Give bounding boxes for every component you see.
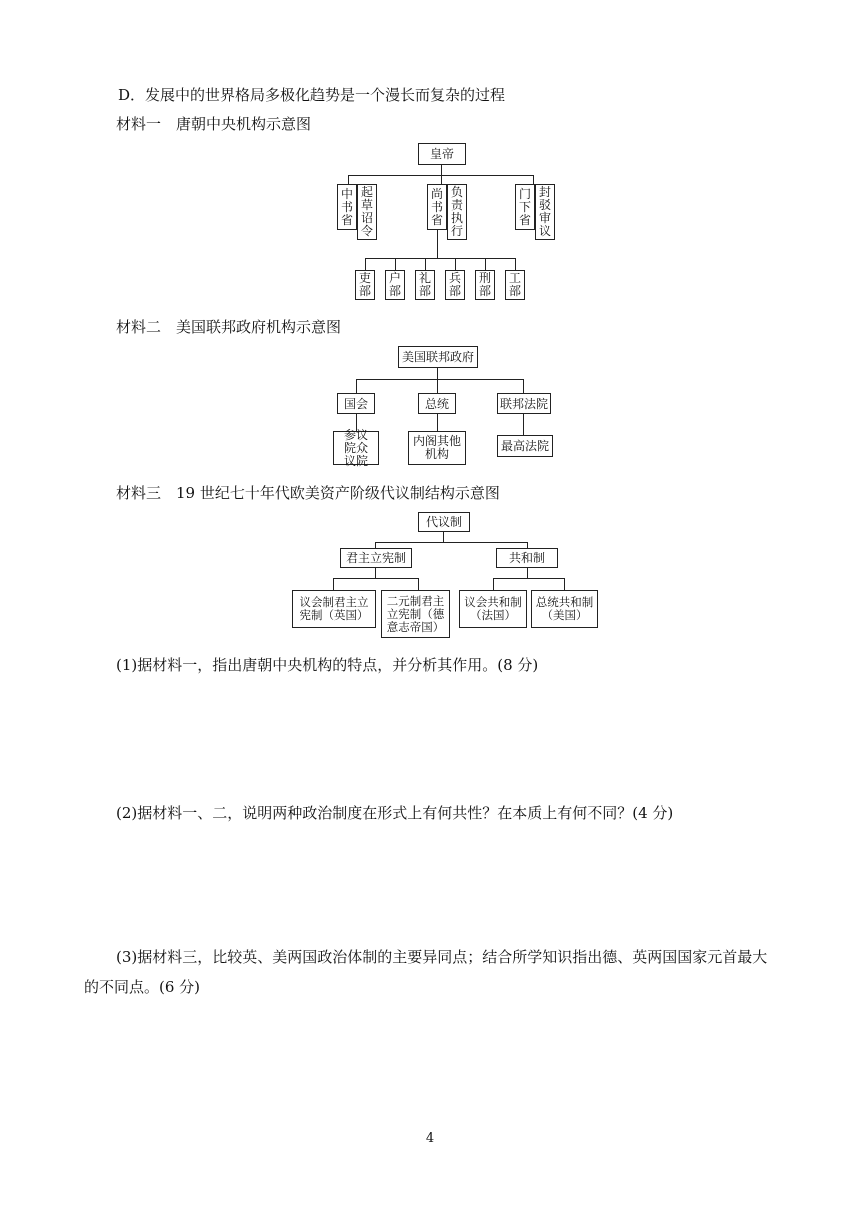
zhongshu-duty-label: 起草诏令	[360, 185, 373, 238]
ministry-box	[475, 270, 495, 300]
question-3-line-2: 的不同点。(6 分)	[84, 978, 201, 996]
zhongshu-label: 中书省	[340, 186, 353, 227]
congress-houses-box	[333, 427, 379, 468]
congress-box: 国会	[337, 393, 375, 414]
federal-court-box: 联邦法院	[497, 393, 551, 414]
material3-caption: 材料三 19 世纪七十年代欧美资产阶级代议制结构示意图	[116, 484, 500, 502]
shangshu-label: 尚书省	[430, 186, 443, 227]
page-number: 4	[425, 1131, 435, 1146]
parliamentary-republic-label: 议会共和制（法国）	[464, 595, 522, 622]
ministry-label: 礼部	[418, 271, 431, 298]
ministry-label: 刑部	[478, 271, 491, 298]
parliamentary-monarchy-label: 议会制君主立宪制（英国）	[299, 595, 369, 622]
zhongshu-box	[337, 184, 357, 230]
presidential-republic-label: 总统共和制（美国）	[535, 595, 594, 622]
option-d: D．发展中的世界格局多极化趋势是一个漫长而复杂的过程	[118, 86, 506, 104]
question-3-line-1: (3)据材料三，比较英、美两国政治体制的主要异同点；结合所学知识指出德、英两国国家元首最大	[116, 948, 768, 966]
supreme-court-box: 最高法院	[497, 435, 553, 457]
dual-monarchy-box	[381, 590, 450, 638]
menxia-box	[515, 184, 535, 230]
ministry-label: 吏部	[358, 271, 371, 298]
shangshu-duty-box	[447, 184, 467, 240]
dual-monarchy-label: 二元制君主立宪制（德意志帝国）	[386, 593, 445, 634]
ministry-box	[415, 270, 435, 300]
president-box: 总统	[418, 393, 456, 414]
parliamentary-monarchy-box	[292, 590, 376, 628]
ministry-box	[355, 270, 375, 300]
ministry-box	[385, 270, 405, 300]
presidential-republic-box	[531, 590, 598, 628]
representative-system-box: 代议制	[418, 512, 470, 532]
cabinet-box	[408, 431, 466, 465]
menxia-label: 门下省	[518, 186, 531, 227]
question-2: (2)据材料一、二，说明两种政治制度在形式上有何共性？在本质上有何不同？(4 分)	[116, 804, 674, 822]
ministry-label: 工部	[508, 271, 521, 298]
ministry-box	[445, 270, 465, 300]
ministry-label: 兵部	[448, 271, 461, 298]
menxia-duty-box	[535, 184, 555, 240]
cabinet-label: 内阁其他机构	[412, 434, 461, 461]
question-1: (1)据材料一，指出唐朝中央机构的特点，并分析其作用。(8 分)	[116, 656, 539, 674]
congress-houses-label: 参议院众议院	[343, 427, 368, 468]
material1-caption: 材料一 唐朝中央机构示意图	[116, 115, 312, 133]
shangshu-box	[427, 184, 447, 230]
constitutional-monarchy-box: 君主立宪制	[340, 548, 412, 568]
republic-box: 共和制	[496, 548, 558, 568]
ministry-label: 户部	[388, 271, 401, 298]
ministry-box	[505, 270, 525, 300]
zhongshu-duty-box	[357, 184, 377, 240]
menxia-duty-label: 封驳审议	[538, 185, 551, 238]
material2-caption: 材料二 美国联邦政府机构示意图	[116, 318, 342, 336]
us-government-box: 美国联邦政府	[398, 346, 478, 368]
shangshu-duty-label: 负责执行	[450, 185, 463, 238]
emperor-box: 皇帝	[418, 143, 466, 165]
parliamentary-republic-box	[459, 590, 527, 628]
